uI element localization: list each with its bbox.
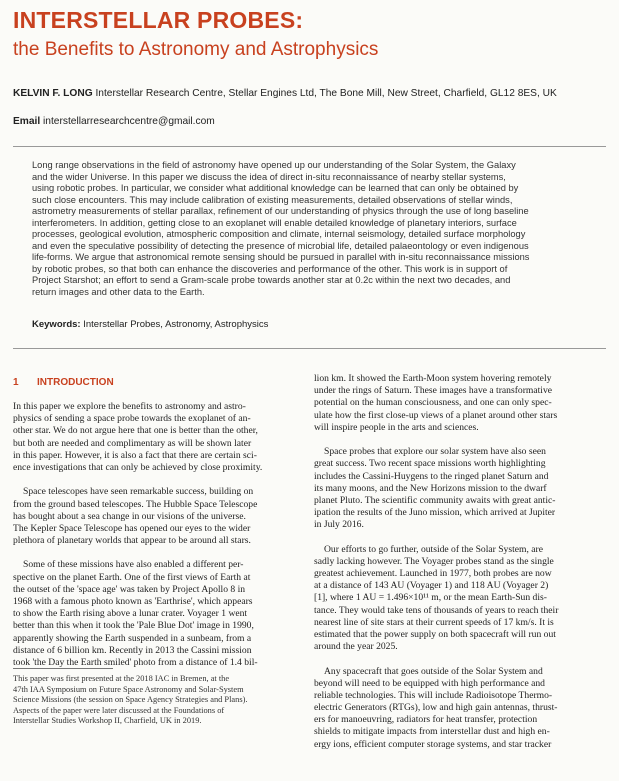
paper-subtitle: the Benefits to Astronomy and Astrophysics: [13, 39, 379, 60]
body-line: around the year 2025.: [314, 641, 398, 653]
body-line: Space telescopes have seen remarkable success, building on: [23, 486, 254, 498]
footnote: [13, 674, 303, 727]
body-line: has bought about a sea change in our visions of the universe.: [13, 510, 246, 522]
body-column-left: [13, 401, 303, 669]
abstract-line: processes, geological evolution, atmospheric composition and climate, internal seismology, detailed surface morphology: [32, 229, 526, 239]
paragraph-gap: [314, 653, 609, 665]
body-line: beyond will need to be equipped with high performance and: [314, 677, 545, 689]
body-line: apparently showing the Earth suspended in a sunbeam, from a: [13, 632, 252, 644]
body-line: will inspire people in the arts and sciences.: [314, 421, 479, 433]
paragraph-gap: [13, 547, 303, 559]
body-line: its many moons, and the New Horizons mission to the dwarf: [314, 482, 547, 494]
paper-title: INTERSTELLAR PROBES:: [13, 7, 304, 33]
body-line: ergy ions, efficient computer storage systems, and star tracker: [314, 738, 552, 750]
body-line: ulate how the first close-up views of a planet around other stars: [314, 409, 558, 421]
abstract-line: Project Starshot; an effort to send a Gram-scale probe towards another star at 0.2c within the next two decades, and: [32, 275, 511, 285]
body-line: Any spacecraft that goes outside of the Solar System and: [324, 665, 543, 677]
body-line: plethora of planetary worlds that appear to be around all stars.: [13, 535, 251, 547]
author-name: KELVIN F. LONG: [13, 88, 93, 99]
body-line: estimated that the power supply on both spacecraft will run out: [314, 628, 556, 640]
abstract-line: and the wider Universe. In this paper we discuss the idea of direct in-situ reconnaissance of nearby stellar systems,: [32, 171, 506, 182]
section-heading: [13, 377, 114, 388]
body-line: distance of 6 billion km. Recently in 2013 the Cassini mission: [13, 644, 252, 656]
author-affiliation: Interstellar Research Centre, Stellar Engines Ltd, The Bone Mill, New Street, Charfield, GL12 8ES, UK: [95, 88, 557, 99]
footnote-line: Aspects of the paper were later discussed at the Foundations of: [13, 705, 225, 715]
body-line: 1968 with a famous photo known as 'Earthrise', which appears: [13, 596, 253, 607]
abstract-line: astrometry measurements of stellar parallax, refinement of our understanding of physics through the use of long baseline: [32, 206, 529, 216]
abstract-line: using robotic probes. In particular, we consider what additional knowledge can be learned that can only be obtained by: [32, 183, 519, 193]
abstract-line: by robotic probes, so that both can enhance the discoveries and performance of the other. This work is in support of: [32, 263, 508, 274]
body-line: spective on the planet Earth. One of the first views of Earth at: [13, 571, 251, 583]
footnote-line: Science Missions (the session on Space Agency Strategies and Plans).: [13, 695, 248, 705]
body-line: Space probes that explore our solar system have also seen: [324, 446, 546, 458]
body-line: [1], where 1 AU = 1.496×10¹¹ m, or the mean Earth-Sun dis-: [314, 592, 547, 604]
body-line: from the ground based telescopes. The Hubble Space Telescope: [13, 498, 258, 510]
body-line: ence investigations that can only be achieved by close proximity.: [13, 461, 263, 473]
body-line: other star. We do not argue here that one is better than the other,: [13, 425, 258, 437]
section-number: 1: [13, 377, 19, 388]
body-column-right: [314, 373, 609, 751]
abstract-top-divider: [13, 146, 606, 147]
body-line: physics of sending a space probe towards the exoplanet of an-: [13, 413, 251, 425]
body-line: planet Pluto. The scientific community awaits with great antic-: [314, 494, 556, 506]
keywords-line: [32, 319, 268, 330]
body-line: in this paper. However, it is also a fact that there are certain sci-: [13, 449, 257, 461]
paragraph-gap: [314, 434, 609, 446]
footnote-line: Interstellar Studies Workshop II, Charfield, UK in 2019.: [13, 716, 202, 726]
body-line: reliable technologies. This will include Radioisotope Thermo-: [314, 689, 553, 701]
paragraph-gap: [314, 531, 609, 543]
footnote-line: This paper was first presented at the 2018 IAC in Bremen, at the: [13, 674, 230, 683]
abstract-bottom-divider: [13, 348, 606, 349]
body-line: nearest line of site stars at their current speeds of 17 km/s. It is: [314, 616, 554, 628]
email-address: interstellarresearchcentre@gmail.com: [43, 116, 215, 127]
body-line: potential on the human consciousness, and one can only spec-: [314, 397, 552, 409]
body-line: better than this when it took the 'Pale Blue Dot' image in 1990,: [13, 620, 254, 632]
footnote-line: 47th IAA Symposium on Future Space Astronomy and Solar-System: [13, 684, 244, 694]
abstract-line: interferometers. In addition, getting close to an exoplanet will enable detailed knowledge of planetary interiors, surface: [32, 217, 517, 228]
body-line: lion km. It showed the Earth-Moon system hovering remotely: [314, 373, 552, 384]
body-line: Our efforts to go further, outside of the Solar System, are: [324, 543, 543, 555]
body-line: to show the Earth rising above a lunar crater. Voyager 1 went: [13, 608, 248, 620]
keywords-label: Keywords:: [32, 319, 81, 330]
section-title: INTRODUCTION: [37, 377, 114, 388]
email-line: [13, 116, 215, 127]
body-line: but both are needed and complimentary as will be shown later: [13, 437, 252, 449]
body-line: shields to mitigate impacts from interstellar dust and high en-: [314, 726, 550, 738]
body-line: ipation the results of the Juno mission, which arrived at Jupiter: [314, 507, 556, 519]
abstract-line: such close encounters. This may include calibration of existing measurements, detailed observations of stellar winds,: [32, 194, 513, 205]
body-line: Some of these missions have also enabled a different per-: [23, 559, 244, 571]
body-line: the outset of the 'space age' was taken by Project Apollo 8 in: [13, 583, 246, 595]
abstract-line: and even the speculative possibility of detecting the presence of microbial life, detailed palaeontology or even indigenous: [32, 240, 529, 251]
body-line: electric Generators (RTGs), low and high gain antennas, thrust-: [314, 702, 558, 714]
footnote-divider: [13, 668, 113, 669]
body-line: great success. Two recent space missions worth highlighting: [314, 458, 546, 470]
body-line: sadly lacking however. The Voyager probes stand as the single: [314, 555, 554, 567]
email-label: Email: [13, 116, 41, 127]
body-line: under the rings of Saturn. These images have a transformative: [314, 385, 552, 397]
abstract-line: return images and other data to the Earth.: [32, 286, 205, 297]
author-line: [13, 88, 557, 99]
body-line: ers for manoeuvring, radiators for heat transfer, protection: [314, 714, 538, 726]
abstract-line: life-forms. We argue that astronomical remote sensing should be pursued in parallel with in-situ reconnaissance missions: [32, 252, 530, 262]
body-line: In this paper we explore the benefits to astronomy and astro-: [13, 401, 246, 412]
body-line: took 'the Day the Earth smiled' photo from a distance of 1.4 bil-: [13, 656, 258, 668]
body-line: tance. They would take tens of thousands of years to reach their: [314, 604, 559, 616]
body-line: includes the Cassini-Huygens to the ringed planet Saturn and: [314, 470, 549, 482]
abstract: [32, 160, 602, 298]
body-line: greatest achievement. Launched in 1977, both probes are now: [314, 568, 552, 579]
abstract-line: Long range observations in the field of astronomy have opened up our understanding of the Solar System, the Galaxy: [32, 160, 516, 170]
keywords-text: Interstellar Probes, Astronomy, Astrophysics: [83, 319, 269, 330]
body-line: in July 2016.: [314, 519, 364, 531]
body-line: at a distance of 143 AU (Voyager 1) and 118 AU (Voyager 2): [314, 580, 549, 592]
paragraph-gap: [13, 474, 303, 486]
body-line: The Kepler Space Telescope has opened our eyes to the wider: [13, 522, 251, 534]
